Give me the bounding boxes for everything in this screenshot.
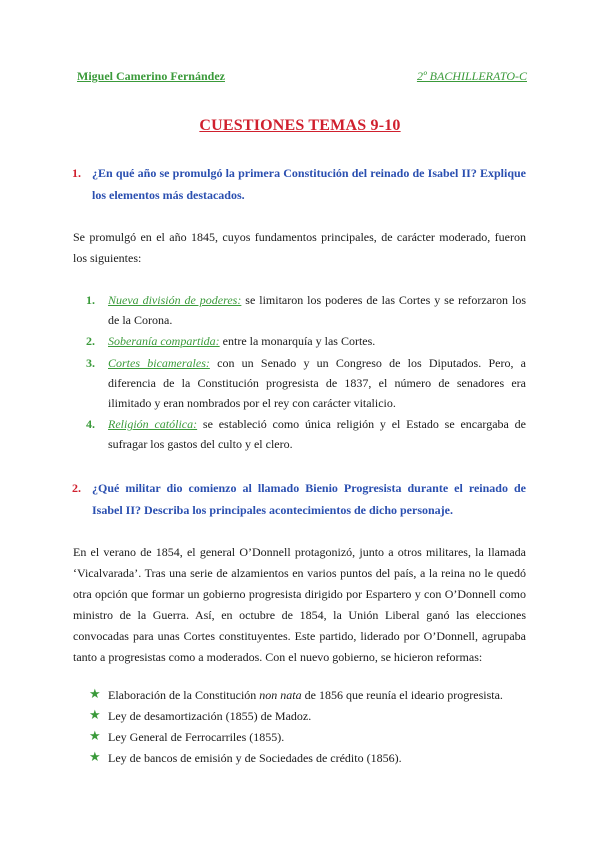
answer-1-intro: Se promulgó en el año 1845, cuyos fundamentos principales, de carácter moderado, fueron los siguientes: <box>73 230 526 265</box>
list-item-number: 4. <box>86 417 95 431</box>
page-header <box>77 69 527 87</box>
star-icon: ★ <box>89 728 101 743</box>
list-item: ★ Ley de desamortización (1855) de Madoz. <box>89 707 312 723</box>
list-item <box>86 331 526 351</box>
question-text: ¿En qué año se promulgó la primera Constitución del reinado de Isabel II? Explique los elementos más destacados. <box>92 166 526 202</box>
list-item <box>86 353 526 413</box>
list-item-text: entre la monarquía y las Cortes. <box>219 334 376 348</box>
list-item-term: Nueva división de poderes: <box>108 293 242 307</box>
list-item-number: 1. <box>86 293 95 307</box>
page-title: CUESTIONES TEMAS 9-10 <box>199 117 401 134</box>
list-item-text: se limitaron los poderes de las Cortes y se reforzaron los de la Corona. <box>108 293 526 327</box>
list-item-text: con un Senado y un Congreso de los Diputados. Pero, a diferencia de la Constitución progresista de 1837, el número de senadores era ilimitado y eran nombrados por el rey con carácter vitalicio. <box>108 356 526 410</box>
answer-2-paragraph: En el verano de 1854, el general O’Donnell protagonizó, junto a otros militares, la llamada ‘Vicalvarada’. Tras una serie de alzamientos en varios puntos del país, a la reina no le quedó otra opción que formar un gobierno progresista dirigido por Espartero y con O’Donnell como ministro de la Guerra. Así, en octubre de 1854, la Unión Liberal ganó las elecciones convocadas para unas Cortes constituyentes. Este partido, liderado por O’Donnell, agrupaba tanto a progresistas como a moderados. Con el nuevo gobierno, se hicieron reformas: <box>73 545 526 664</box>
author-name: Miguel Camerino Fernández <box>77 69 225 83</box>
list-item: ★ Ley General de Ferrocarriles (1855). <box>89 728 285 744</box>
list-item: ★ Ley de bancos de emisión y de Sociedades de crédito (1856). <box>89 749 402 765</box>
question-text: ¿Qué militar dio comienzo al llamado Bienio Progresista durante el reinado de Isabel II? Describa los principales acontecimientos de dicho personaje. <box>92 481 526 517</box>
list-item-number: 2. <box>86 334 95 348</box>
list-item <box>86 290 526 330</box>
list-item-term: Religión católica: <box>108 417 198 431</box>
star-icon: ★ <box>89 749 101 764</box>
star-icon: ★ <box>89 686 101 701</box>
list-item <box>86 414 527 454</box>
question-2 <box>72 477 526 521</box>
list-item-text: se estableció como única religión y el Estado se encargaba de sufragar los gastos del culto y el clero. <box>108 417 527 451</box>
course-label: 2º BACHILLERATO-C <box>416 69 527 83</box>
question-1 <box>72 162 526 206</box>
list-item-term: Cortes bicamerales: <box>108 356 210 370</box>
question-number: 1. <box>72 166 81 180</box>
question-number: 2. <box>72 481 81 495</box>
list-item: ★ Elaboración de la Constitución non nata de 1856 que reunía el ideario progresista. <box>89 686 503 702</box>
list-item-number: 3. <box>86 356 95 370</box>
star-icon: ★ <box>89 707 101 722</box>
list-item-term: Soberanía compartida: <box>108 334 220 348</box>
